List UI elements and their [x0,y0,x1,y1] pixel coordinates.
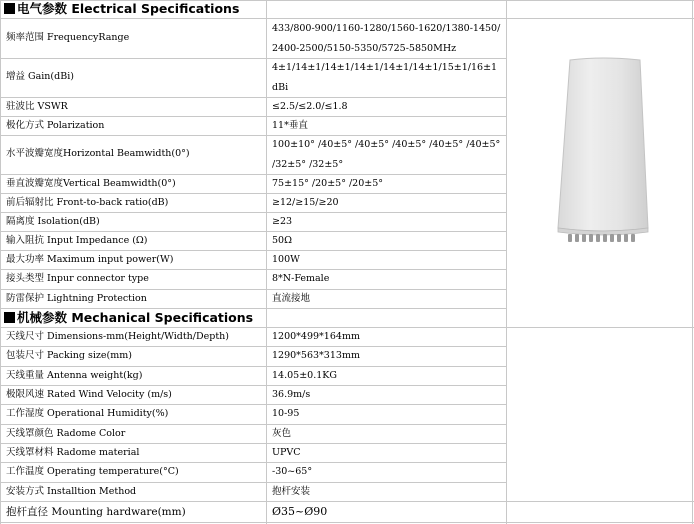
spec-label: 天线尺寸 Dimensions-mm(Height/Width/Depth) [6,331,229,342]
square-bullet-icon [4,312,15,323]
spec-value: UPVC [272,447,301,458]
panel-antenna-image [548,56,658,246]
grid-line [0,501,694,502]
spec-value: 10-95 [272,408,300,419]
grid-line [0,0,1,524]
spec-value: 1290*563*313mm [272,350,360,361]
spec-value: Ø35~Ø90 [272,505,328,518]
spec-value: 灰色 [272,428,292,439]
spec-label: 水平波瓣宽度Horizontal Beamwidth(0°) [6,148,190,159]
spec-value: 75±15° /20±5° /20±5° [272,178,384,189]
spec-value: 433/800-900/1160-1280/1560-1620/1380-1450/2400-2500/5150-5350/5725-5850MHz [272,23,501,54]
spec-label: 极化方式 Polarization [6,120,105,131]
spec-value: 14.05±0.1KG [272,370,337,381]
spec-value: 8*N-Female [272,273,330,284]
spec-label: 隔离度 Isolation(dB) [6,216,100,227]
spec-label: 接头类型 Inpur connector type [6,273,149,284]
spec-label: 天线罩颜色 Radome Color [6,428,126,439]
spec-value: 抱杆安装 [272,486,311,497]
grid-line [266,0,267,524]
spec-label: 垂直波瓣宽度Vertical Beamwidth(0°) [6,178,176,189]
spec-value: 1200*499*164mm [272,331,360,342]
spec-label: 天线重量 Antenna weight(kg) [6,370,143,381]
spec-label: 极限风速 Rated Wind Velocity (m/s) [6,389,172,400]
spec-value: 4±1/14±1/14±1/14±1/14±1/14±1/15±1/16±1dBi [272,62,498,93]
grid-line [692,0,693,524]
spec-label: 工作湿度 Operational Humidity(%) [6,408,169,419]
spec-value: 100W [272,254,300,265]
spec-value: 11*垂直 [272,120,308,131]
spec-label: 输入阻抗 Input Impedance (Ω) [6,235,148,246]
spec-label: 安装方式 Installtion Method [6,486,137,497]
spec-value: 100±10° /40±5° /40±5° /40±5° /40±5° /40±5° /32±5° /32±5° [272,139,501,170]
mechanical-section-title: 机械参数 Mechanical Specifications [4,309,253,327]
spec-label: 包装尺寸 Packing size(mm) [6,350,132,361]
grid-line [506,0,507,524]
spec-value: 50Ω [272,235,292,246]
spec-label: 防雷保护 Lightning Protection [6,293,147,304]
spec-value: 直流接地 [272,293,311,304]
spec-label: 增益 Gain(dBi) [6,71,74,82]
grid-line [0,522,694,523]
electrical-section-title: 电气参数 Electrical Specifications [4,0,239,18]
spec-label: 工作温度 Operating temperature(°C) [6,466,179,477]
spec-value: ≤2.5/≤2.0/≤1.8 [272,101,348,112]
spec-value: ≥23 [272,216,293,227]
spec-value: 36.9m/s [272,389,311,400]
square-bullet-icon [4,3,15,14]
spec-label: 驻波比 VSWR [6,101,68,112]
spec-label: 前后辐射比 Front-to-back ratio(dB) [6,197,169,208]
spec-label: 频率范围 FrequencyRange [6,32,130,43]
spec-label: 最大功率 Maximum input power(W) [6,254,174,265]
spec-value: ≥12/≥15/≥20 [272,197,339,208]
spec-label: 天线罩材料 Radome material [6,447,140,458]
spec-value: -30~65° [272,466,313,477]
spec-label: 抱杆直径 Mounting hardware(mm) [6,506,186,518]
